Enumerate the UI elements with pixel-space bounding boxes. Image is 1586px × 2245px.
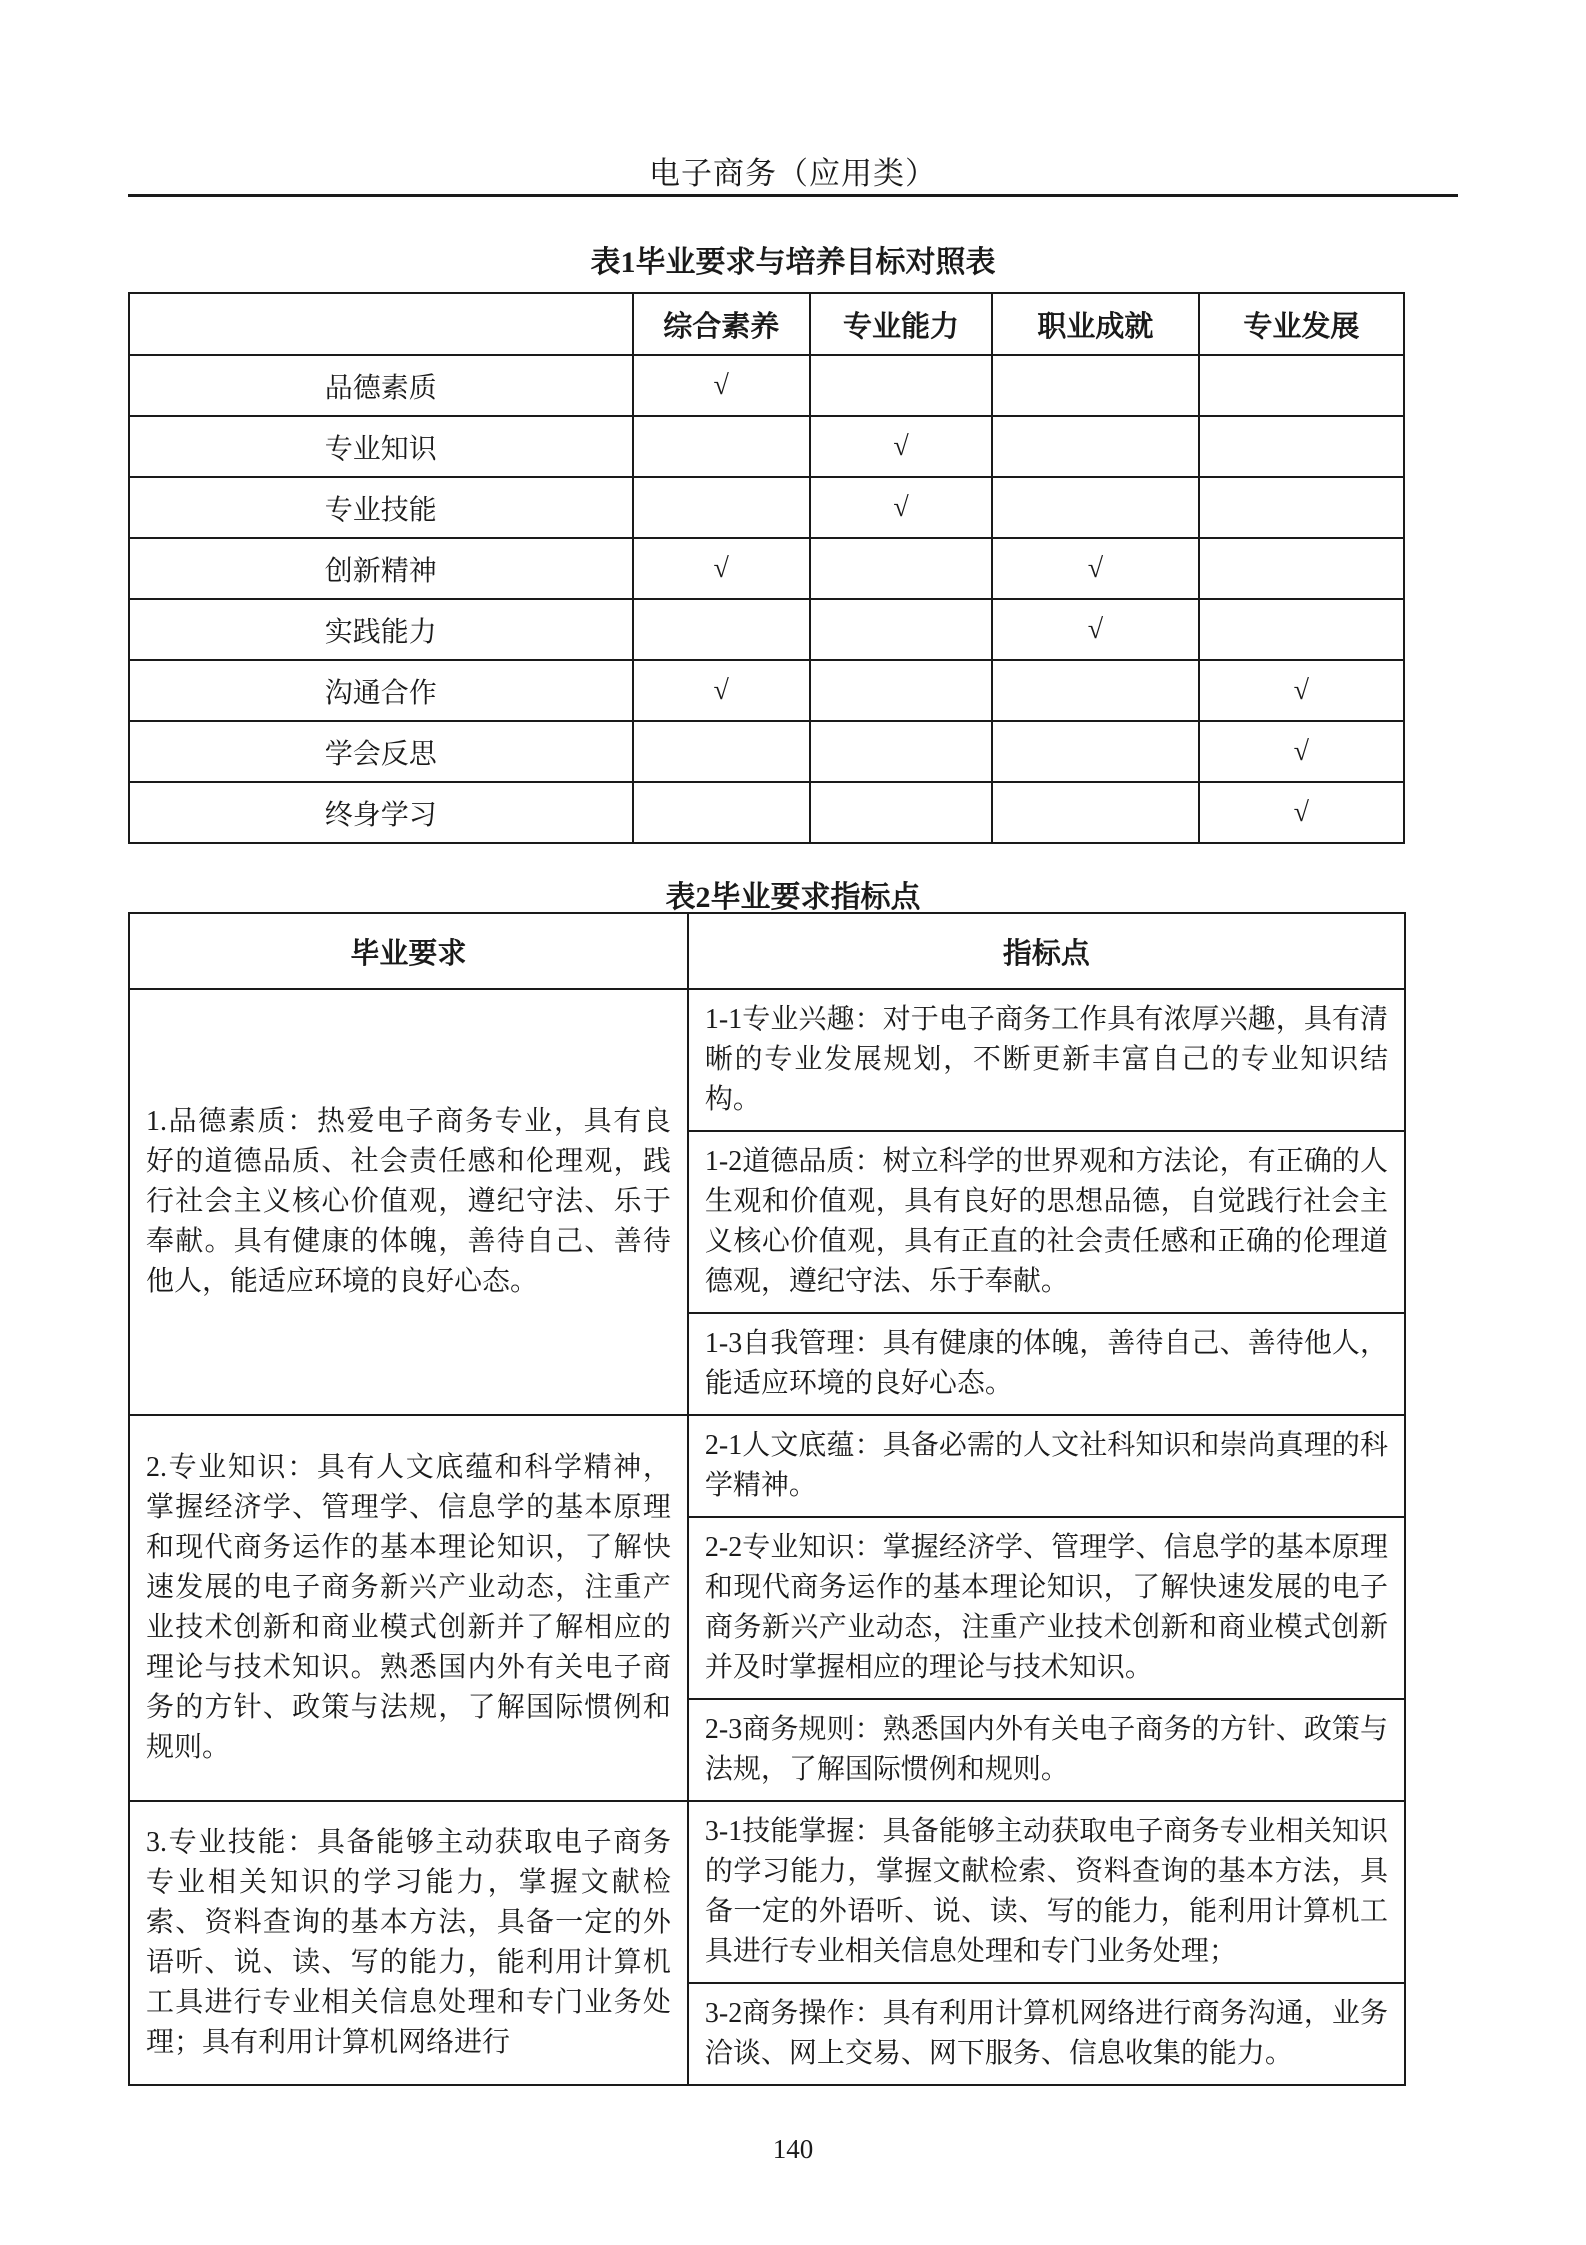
table1-row bbox=[129, 416, 1404, 477]
table1-requirements-objectives-matrix bbox=[128, 292, 1405, 844]
table1-empty-cell bbox=[633, 477, 810, 538]
page-number: 140 bbox=[772, 2134, 814, 2164]
table1-empty-cell bbox=[810, 721, 992, 782]
table1-check-cell: √ bbox=[1199, 721, 1404, 782]
table2-indicator-cell: 2-3商务规则：熟悉国内外有关电子商务的方针、政策与法规，了解国际惯例和规则。 bbox=[688, 1699, 1405, 1801]
table2-requirement-cell: 1.品德素质：热爱电子商务专业，具有良好的道德品质、社会责任感和伦理观，践行社会主义核心价值观，遵纪守法、乐于奉献。具有健康的体魄，善待自己、善待他人，能适应环境的良好心态。 bbox=[129, 989, 688, 1415]
table1-empty-cell bbox=[992, 782, 1199, 843]
table1-empty-cell bbox=[810, 599, 992, 660]
table1-row bbox=[129, 721, 1404, 782]
table2-row bbox=[129, 1801, 1405, 1983]
table1-empty-cell bbox=[633, 721, 810, 782]
table1-check-cell: √ bbox=[633, 660, 810, 721]
table1-header-cell: 综合素养 bbox=[633, 293, 810, 355]
table1-row bbox=[129, 355, 1404, 416]
table1-check-cell: √ bbox=[1199, 660, 1404, 721]
table1-check-cell: √ bbox=[810, 477, 992, 538]
table1-header-cell: 专业发展 bbox=[1199, 293, 1404, 355]
table1-row-label: 实践能力 bbox=[129, 599, 633, 660]
table2-head bbox=[129, 913, 1405, 989]
table1-row bbox=[129, 599, 1404, 660]
table1-caption: 表1毕业要求与培养目标对照表 bbox=[590, 246, 996, 279]
table2-header-cell-indicators: 指标点 bbox=[688, 913, 1405, 989]
table1-row bbox=[129, 660, 1404, 721]
table1-empty-cell bbox=[633, 782, 810, 843]
table1-row-label: 专业技能 bbox=[129, 477, 633, 538]
table1-row-label: 学会反思 bbox=[129, 721, 633, 782]
table1-check-cell: √ bbox=[992, 538, 1199, 599]
table1-empty-cell bbox=[992, 416, 1199, 477]
table1-check-cell: √ bbox=[633, 538, 810, 599]
table1-empty-cell bbox=[992, 355, 1199, 416]
table2-indicator-cell: 2-1人文底蕴：具备必需的人文社科知识和崇尚真理的科学精神。 bbox=[688, 1415, 1405, 1517]
table1-row bbox=[129, 782, 1404, 843]
table2-requirement-cell: 2.专业知识：具有人文底蕴和科学精神，掌握经济学、管理学、信息学的基本原理和现代商务运作的基本理论知识，了解快速发展的电子商务新兴产业动态，注重产业技术创新和商业模式创新并了解相应的理论与技术知识。熟悉国内外有关电子商务的方针、政策与法规，了解国际惯例和规则。 bbox=[129, 1415, 688, 1801]
table1-empty-cell bbox=[992, 721, 1199, 782]
table1-check-cell: √ bbox=[633, 355, 810, 416]
table1-empty-cell bbox=[1199, 599, 1404, 660]
table2-caption: 表2毕业要求指标点 bbox=[665, 881, 921, 914]
table2-indicator-cell: 2-2专业知识：掌握经济学、管理学、信息学的基本原理和现代商务运作的基本理论知识，了解快速发展的电子商务新兴产业动态，注重产业技术创新和商业模式创新并及时掌握相应的理论与技术知识。 bbox=[688, 1517, 1405, 1699]
table1-empty-cell bbox=[992, 477, 1199, 538]
table1-empty-cell bbox=[633, 416, 810, 477]
table1-empty-cell bbox=[810, 782, 992, 843]
table2-header-row bbox=[129, 913, 1405, 989]
table1-row-label: 终身学习 bbox=[129, 782, 633, 843]
table1-empty-cell bbox=[1199, 416, 1404, 477]
table2-row bbox=[129, 989, 1405, 1131]
table1-head bbox=[129, 293, 1404, 355]
table1-header-row bbox=[129, 293, 1404, 355]
table2-indicator-cell: 3-1技能掌握：具备能够主动获取电子商务专业相关知识的学习能力，掌握文献检索、资料查询的基本方法，具备一定的外语听、说、读、写的能力，能利用计算机工具进行专业相关信息处理和专门业务处理； bbox=[688, 1801, 1405, 1983]
table2-indicator-cell: 1-3自我管理：具有健康的体魄，善待自己、善待他人，能适应环境的良好心态。 bbox=[688, 1313, 1405, 1415]
table2-indicator-cell: 3-2商务操作：具有利用计算机网络进行商务沟通，业务洽谈、网上交易、网下服务、信息收集的能力。 bbox=[688, 1983, 1405, 2085]
page-header-title: 电子商务（应用类） bbox=[649, 156, 937, 191]
table2-indicator-cell: 1-2道德品质：树立科学的世界观和方法论，有正确的人生观和价值观，具有良好的思想品德，自觉践行社会主义核心价值观，具有正直的社会责任感和正确的伦理道德观，遵纪守法、乐于奉献。 bbox=[688, 1131, 1405, 1313]
table1-header-empty-cell bbox=[129, 293, 633, 355]
table1-empty-cell bbox=[810, 538, 992, 599]
table1-row bbox=[129, 538, 1404, 599]
table1-row-label: 品德素质 bbox=[129, 355, 633, 416]
table1-row bbox=[129, 477, 1404, 538]
table1-empty-cell bbox=[1199, 538, 1404, 599]
table1-empty-cell bbox=[633, 599, 810, 660]
table1-check-cell: √ bbox=[1199, 782, 1404, 843]
table1-check-cell: √ bbox=[992, 599, 1199, 660]
table2-header-cell-requirements: 毕业要求 bbox=[129, 913, 688, 989]
table1-check-cell: √ bbox=[810, 416, 992, 477]
table1-empty-cell bbox=[1199, 477, 1404, 538]
table2-body bbox=[129, 989, 1405, 2085]
table1-header-cell: 专业能力 bbox=[810, 293, 992, 355]
table2-requirements-indicators bbox=[128, 912, 1406, 2086]
table1-row-label: 创新精神 bbox=[129, 538, 633, 599]
table1-row-label: 沟通合作 bbox=[129, 660, 633, 721]
table1-empty-cell bbox=[810, 355, 992, 416]
table1-row-label: 专业知识 bbox=[129, 416, 633, 477]
table1-empty-cell bbox=[810, 660, 992, 721]
table1-header-cell: 职业成就 bbox=[992, 293, 1199, 355]
table2-row bbox=[129, 1415, 1405, 1517]
table1-empty-cell bbox=[992, 660, 1199, 721]
header-divider-line bbox=[128, 194, 1458, 197]
table2-requirement-cell: 3.专业技能：具备能够主动获取电子商务专业相关知识的学习能力，掌握文献检索、资料查询的基本方法，具备一定的外语听、说、读、写的能力，能利用计算机工具进行专业相关信息处理和专门业务处理；具有利用计算机网络进行 bbox=[129, 1801, 688, 2085]
table1-body bbox=[129, 355, 1404, 843]
table1-empty-cell bbox=[1199, 355, 1404, 416]
table2-indicator-cell: 1-1专业兴趣：对于电子商务工作具有浓厚兴趣，具有清晰的专业发展规划，不断更新丰富自己的专业知识结构。 bbox=[688, 989, 1405, 1131]
